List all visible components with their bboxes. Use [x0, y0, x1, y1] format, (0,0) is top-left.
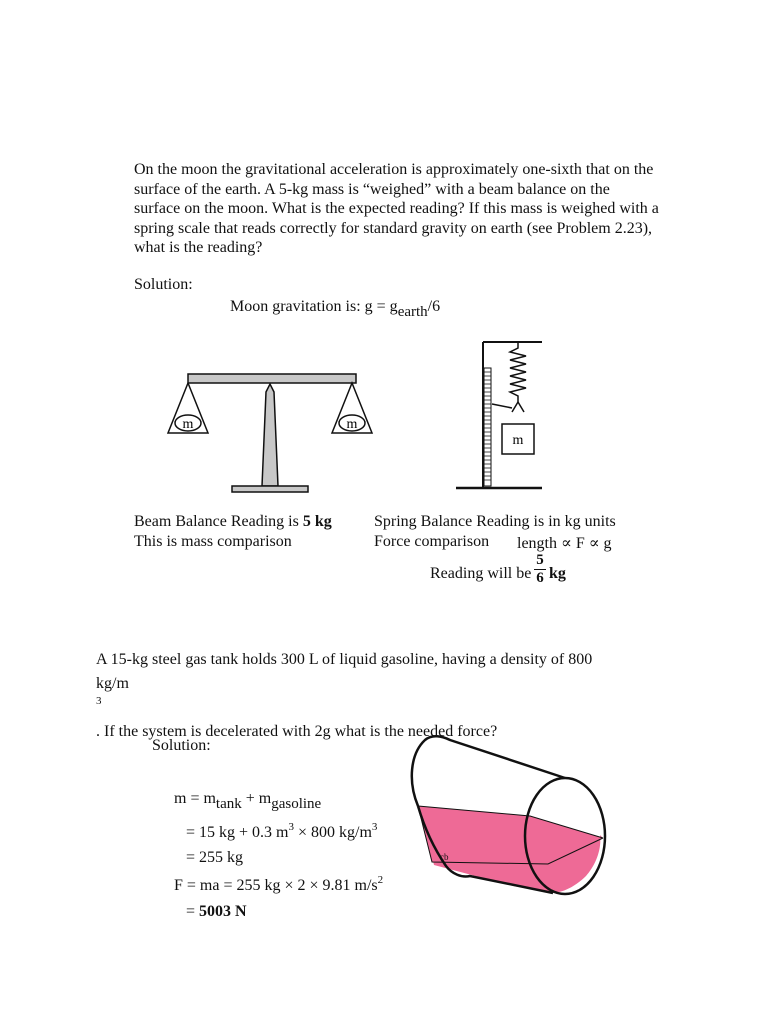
gas-tank-diagram — [412, 736, 605, 894]
problem-2-line-1: A 15-kg steel gas tank holds 300 L of liquid gasoline, having a density of 800 — [96, 651, 593, 668]
beam-post — [262, 384, 278, 486]
problem-2-line-2-sup: 3 — [96, 695, 102, 707]
moon-eq-suffix: /6 — [427, 298, 441, 315]
equation-mass-result: = 255 kg — [186, 849, 244, 866]
beam-note: This is mass comparison — [134, 533, 292, 550]
problem-1-line: spring scale that reads correctly for standard gravity on earth (see Problem 2.23), — [134, 219, 653, 237]
scale-pointer — [492, 404, 512, 408]
beam-reading-prefix: Beam Balance Reading is — [134, 513, 303, 530]
eq5-a: = — [186, 903, 200, 920]
problem-2-statement — [96, 648, 696, 744]
eq1-sub-gasoline: gasoline — [271, 796, 322, 812]
eq1-sub-tank: tank — [215, 796, 242, 812]
spring-hook — [512, 402, 524, 412]
solution-1-label: Solution: — [134, 276, 193, 293]
beam-bar — [188, 374, 356, 383]
spring-balance-diagram — [456, 342, 542, 488]
eq4-sup: 2 — [377, 874, 384, 886]
eq2-sup: 3 — [288, 821, 294, 833]
equation-mass-sum — [174, 790, 322, 812]
problem-1-line: what is the reading? — [134, 239, 263, 256]
reading-will-be: Reading will be — [430, 565, 532, 582]
force-result-value: 5003 N — [199, 903, 247, 920]
spring-coil — [510, 342, 526, 402]
eq4-a: F = ma = 255 kg × 2 × 9.81 m/s — [174, 877, 378, 894]
right-mass-label: m — [346, 417, 358, 432]
proportionality: length ∝ F ∝ g — [517, 535, 612, 552]
eq1-a: m = m — [174, 790, 216, 807]
problem-2-line-2-a: kg/m — [96, 675, 129, 692]
problem-1-line: On the moon the gravitational acceleration is approximately one-sixth that on the — [134, 161, 654, 178]
fraction-numerator: 5 — [536, 552, 544, 568]
left-mass-label: m — [182, 417, 194, 432]
solution-2-label: Solution: — [152, 737, 211, 754]
spring-mass-label: m — [512, 433, 524, 448]
beam-base — [232, 486, 308, 492]
beam-reading-value: 5 kg — [302, 513, 332, 530]
beam-balance-diagram — [168, 374, 372, 492]
fraction-unit: kg — [549, 565, 566, 582]
beam-reading — [134, 513, 332, 531]
eq1-b: + m — [241, 790, 272, 807]
moon-eq-subscript: earth — [397, 304, 428, 320]
problem-1-line: surface of the earth. A 5-kg mass is “weighed” with a beam balance on the — [134, 180, 610, 198]
problem-1-line: surface on the moon. What is the expected reading? If this mass is weighed with a — [134, 200, 659, 217]
tank-left-arc — [412, 736, 565, 806]
spring-reading: Spring Balance Reading is in kg units — [374, 513, 616, 530]
equation-force-result — [186, 903, 247, 921]
force-comparison: Force comparison — [374, 533, 490, 550]
eq2-a: = 15 kg + 0.3 m — [186, 824, 289, 841]
fraction-denominator: 6 — [534, 569, 546, 586]
problem-2-line-2-b: . If the system is decelerated with 2g what is the needed force? — [96, 723, 498, 740]
eq2-b: × 800 kg/m — [294, 824, 372, 841]
tank-mark: cb — [440, 852, 449, 862]
moon-eq-prefix: Moon gravitation is: g = g — [230, 298, 398, 315]
equation-force — [174, 874, 384, 895]
equation-mass-values — [186, 821, 378, 842]
eq2-sup2: 3 — [371, 821, 378, 833]
problem-2-line-2 — [96, 672, 696, 744]
fraction — [534, 552, 546, 586]
